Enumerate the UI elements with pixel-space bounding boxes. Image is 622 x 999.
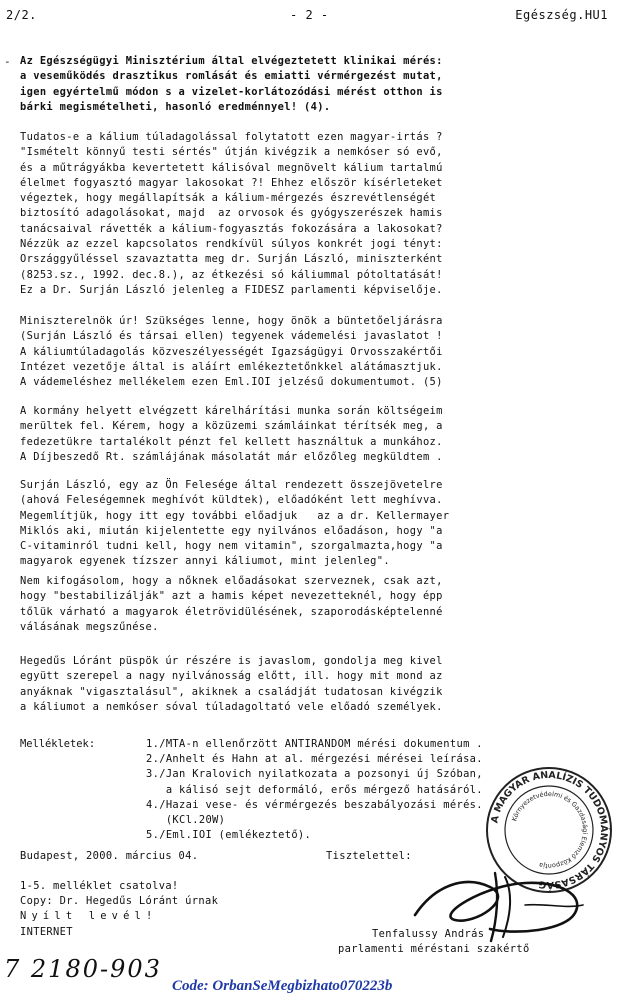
paragraph-line: (8253.sz., 1992. dec.8.), az étkezési só káliummal pótoltatását! xyxy=(20,268,443,281)
paragraph-line: Az Egészségügyi Minisztérium által elvégeztetett klinikai mérés: xyxy=(20,55,443,67)
stamp-inner-text: Környezetvédelmi és Gazdasági Elemző Központja xyxy=(510,789,590,871)
paragraph-line: A vádemeléshez mellékelem ezen Eml.IOI jelzésű dokumentumot. (5) xyxy=(20,376,443,389)
footer-notes xyxy=(20,879,340,940)
paragraph-line: fedezetükre tartalékolt pénzt fel kellett használtuk a munkához. xyxy=(20,435,443,448)
paragraph xyxy=(20,478,600,570)
paragraph-line: Miniszterelnök úr! Szükséges lenne, hogy önök a büntetőeljárásra xyxy=(20,315,443,327)
paragraph-line: "Ismételt könnyű testi sértés" útján kivégzik a nemkóser só evő, xyxy=(20,146,443,159)
paragraph-line: anyáknak "vigasztalásul", akiknek a családját tudatosan kivégzik xyxy=(20,685,443,698)
code-line: Code: OrbanSeMegbizhato070223b xyxy=(172,978,393,994)
paragraph-line: a veseműködés drasztikus romlását és emiatti vérmérgezést mutat, xyxy=(20,70,443,83)
attachments-label: Mellékletek: xyxy=(20,738,96,750)
paragraph-line: Nézzük az ezzel kapcsolatos rendkívül súlyos konkrét jogi tényt: xyxy=(20,238,443,251)
page-number: - 2 - xyxy=(290,8,329,22)
paragraph-line: Intézet vezetője által is aláírt emlékeztetőnkkel alátámasztjuk. xyxy=(20,360,443,373)
page-counter: 2/2. xyxy=(6,8,37,22)
paragraph xyxy=(20,54,600,115)
stamp-outer-text: A MAGYAR ANALÍZIS TUDOMÁNYOS TÁRSASÁG xyxy=(489,769,610,891)
paragraph-line: Surján László, egy az Ön Felesége által rendezett összejövetelre xyxy=(20,479,443,491)
paragraph xyxy=(20,404,600,465)
paragraph-line: Megemlítjük, hogy itt egy további előadjuk az a dr. Kellermayer xyxy=(20,509,450,522)
paragraph-line: tanácsaival rávették a kálium-fogyasztás fokozására a lakosokat? xyxy=(20,222,443,235)
paragraph-line: Miklós aki, miután kijelentette egy nyilvános előadáson, hogy "a xyxy=(20,524,443,537)
paragraph-line: igen egyértelmű módon s a vizelet-korlátozódási mérést otthon is xyxy=(20,85,443,98)
paragraph-line: bárki megismételheti, hasonló eredménnyel! (4). xyxy=(20,100,331,113)
paragraph-line: élelmet fogyasztó magyar lakosokat ?! Ehhez először kísérleteket xyxy=(20,176,443,189)
paragraph-line: merültek fel. Kérem, hogy a közüzemi számláinkat térítsék meg, a xyxy=(20,420,443,433)
paragraph-line: A Díjbeszedő Rt. számlájának másolatát már előzőleg megküldtem . xyxy=(20,450,443,463)
footer-line: Copy: Dr. Hegedűs Lóránt úrnak xyxy=(20,895,219,908)
paragraph xyxy=(20,130,600,298)
paragraph-line: tőlük várható a magyarok életrövidülésének, szaporodásképtelenné xyxy=(20,605,443,618)
paragraph-line: Országgyűléssel szavaztatta meg dr. Surján László, miniszterként xyxy=(20,253,443,266)
paragraph-line: együtt szerepel a nagy nyilvánosság előtt, ill. hogy mit mond az xyxy=(20,670,443,683)
paragraph-line: válásának megszűnése. xyxy=(20,620,159,633)
paragraph-line: Ez a Dr. Surján László jelenleg a FIDESZ parlamenti képviselője. xyxy=(20,283,443,296)
paragraph-line: Tudatos-e a kálium túladagolással folytatott ezen magyar-irtás ? xyxy=(20,131,443,143)
footer-line: 1-5. melléklet csatolva! xyxy=(20,880,179,892)
paragraph-line: Nem kifogásolom, hogy a nőknek előadásokat szerveznek, csak azt, xyxy=(20,575,443,587)
attachment-item: 3./Jan Kralovich nyilatkozata a pozsonyi új Szóban, xyxy=(146,768,483,781)
attachment-item: 1./MTA-n ellenőrzött ANTIRANDOM mérési dokumentum . xyxy=(146,738,483,750)
attachment-item: (KCl.20W) xyxy=(146,813,226,826)
signer-title: parlamenti méréstani szakértő xyxy=(338,943,530,955)
paragraph-line: A káliumtúladagolás közveszélyességét Igazságügyi Orvosszakértői xyxy=(20,345,443,358)
paragraph-line: biztosító adagolásokat, majd az orvosok és gyógyszerészek hamis xyxy=(20,207,443,220)
paragraph-line: A kormány helyett elvégzett kárelhárítási munka során költségeim xyxy=(20,405,443,417)
signer-name: Tenfalussy András xyxy=(372,928,485,940)
paragraph-line: a káliumot a nemkóser sóval túladagoltató vele előadó személyek. xyxy=(20,700,443,713)
paragraph-line: végeztek, hogy megállapítsák a kálium-mérgezés észrevétlenségét xyxy=(20,192,437,205)
paragraph xyxy=(20,574,600,635)
attachment-item: 5./Eml.IOI (emlékeztető). xyxy=(146,829,312,842)
place-date: Budapest, 2000. március 04. xyxy=(20,850,199,862)
paragraph-line: C-vitaminról tudni kell, hogy nem vitamin", szorgalmazta,hogy "a xyxy=(20,540,443,553)
paragraph-line: hogy "bestabilizálják" azt a hamis képet nevezetteknél, hogy épp xyxy=(20,590,443,603)
attachment-item: 2./Anhelt és Hahn at al. mérgezési mérései leírása. xyxy=(146,753,483,766)
intro-marker: - xyxy=(4,55,11,68)
document-id: Egészség.HU1 xyxy=(515,8,608,22)
paragraph xyxy=(20,314,600,390)
paragraph xyxy=(20,654,600,715)
footer-line: Nyílt levél! xyxy=(20,910,158,923)
footer-line: INTERNET xyxy=(20,925,73,938)
greeting: Tisztelettel: xyxy=(326,850,412,862)
attachment-item: 4./Hazai vese- és vérmérgezés beszabályozási mérés. xyxy=(146,798,483,811)
paragraph-line: (ahová Feleségemnek meghívót küldtek), előadóként lett meghívva. xyxy=(20,494,443,507)
handwritten-number: 7 2180-903 xyxy=(4,955,162,983)
attachment-item: a kálisó sejt deformáló, erős mérgező hatásáról. xyxy=(146,783,483,796)
paragraph-line: (Surján László és társai ellen) tegyenek vádemelési javaslatot ! xyxy=(20,330,443,343)
paragraph-line: és a műtrágyákba kevertetett kálisóval megnövelt kálium tartalmú xyxy=(20,161,443,174)
paragraph-line: Hegedűs Lóránt püspök úr részére is javaslom, gondolja meg kivel xyxy=(20,655,443,667)
paragraph-line: magyarok egyenek tízszer annyi káliumot, mint jelenleg". xyxy=(20,555,390,568)
